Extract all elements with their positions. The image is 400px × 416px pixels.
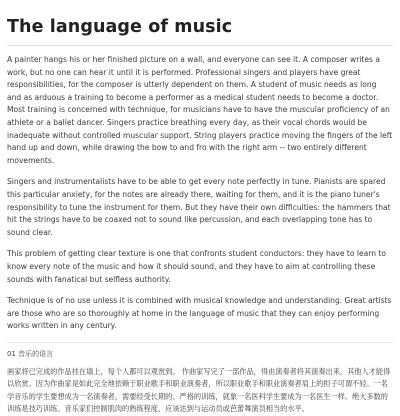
paragraph-4: Technique is of no use unless it is combined with musical knowledge and understanding. Great artists are those who are so thoroughly at home in the language of music that they can enjoy performing works written in any century.	[7, 296, 392, 331]
paragraph-2: Singers and instrumentalists have to be able to get every note perfectly in tune. Pianists are spared this particular anxiety, for the notes are already there, waiting for them, and it is the piano tuner's responsibility to tune the instrument for them. But they have their own difficulties: the hammers that hit the strings have to be coaxed not to sound like percussion, and each overlapping tone has to sound clear.	[7, 177, 391, 237]
title-divider	[7, 45, 393, 46]
paragraph-3: This problem of getting clear texture is one that confronts student conductors: they have to learn to know every note of the music and how it should sound, and they have to aim at controlling these sounds with fanatical but selfless authority.	[7, 249, 386, 284]
paragraph-1: A painter hangs his or her finished picture on a wall, and everyone can see it. A composer writes a work, but no one can hear it until it is performed. Professional singers and players have great responsibilities, for the composer is utterly dependent on them. A student of music needs as long and as arduous a training to become a performer as a medical student needs to become a doctor. Most training is concerned with technique, for musicians have to have the muscular proficiency of an athlete or a ballet dancer. Singers practice breathing every day, as their vocal chords would be inadequate without controlled muscular support. String players practice moving the fingers of the left hand up and down, while drawing the bow to and fro with the right arm -- two entirely different movements.	[7, 55, 393, 165]
translation-paragraph: 画家将已完成的作品挂在墙上，每个人都可以观赏到。 作曲家写完了一部作品，得由演奏者将其演奏出来，其他人才能得以欣赏。因为作曲家是如此完全地依赖于职业歌手和职业演奏者，所以职业歌手和职业演奏者肩上的担子可谓不轻。一名学音乐的学生要想成为一名演奏者，需要经受长期的、严格的训练，就象一名医科学生要成为一名医生一样。绝大多数的训练是技巧训练。音乐家们控制肌肉的熟练程度，应该达到与运动员或芭蕾舞演员相当的水平。	[7, 366, 391, 414]
article-title: The language of music	[7, 17, 233, 37]
translation-heading: 01 音乐的语言	[7, 349, 54, 358]
section-divider	[7, 342, 393, 343]
